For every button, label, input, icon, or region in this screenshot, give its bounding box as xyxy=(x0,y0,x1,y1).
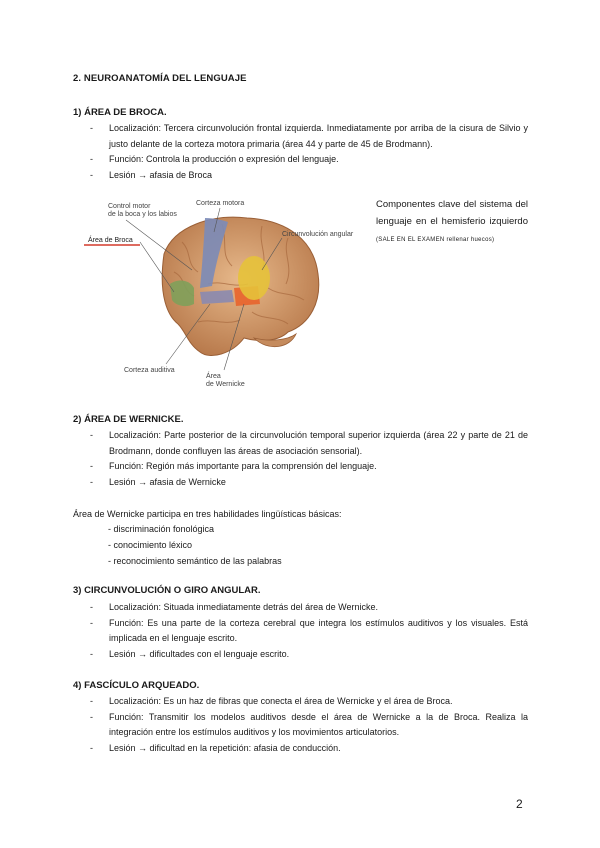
page-number: 2 xyxy=(516,797,523,811)
list-angular xyxy=(73,600,528,662)
list-item: - Lesión → dificultades con el lenguaje escrito. xyxy=(73,647,528,663)
list-item: - Lesión → dificultad en la repetición: afasia de conducción. xyxy=(73,741,528,757)
auditory-cortex-region xyxy=(200,290,234,304)
list-item: - Función: Controla la producción o expresión del lenguaje. xyxy=(73,152,528,168)
list-item: - Función: Transmitir los modelos auditivos desde el área de Wernicke a la de Broca. Realiza la integración entre los estímulos auditivos y los movimientos articulatorios. xyxy=(73,710,528,741)
brain-illustration xyxy=(82,192,368,392)
list-item: - Función: Región más importante para la comprensión del lenguaje. xyxy=(73,459,528,475)
section-title-broca: 1) ÁREA DE BROCA. xyxy=(73,107,167,118)
list-item: - Lesión → afasia de Wernicke xyxy=(73,475,528,491)
brain-figure xyxy=(82,192,368,392)
label-corteza-motora: Corteza motora xyxy=(196,200,245,207)
wernicke-skills-list xyxy=(108,521,282,569)
label-circunvolucion-angular: Circunvolución angular xyxy=(282,231,354,238)
figure-caption xyxy=(376,196,528,249)
label-area-wernicke-2: de Wernicke xyxy=(206,381,245,388)
list-item: - Localización: Es un haz de fibras que conecta el área de Wernicke y el área de Broca. xyxy=(73,694,528,710)
label-control-motor-1: Control motor xyxy=(108,203,151,210)
list-item: - conocimiento léxico xyxy=(108,540,193,550)
list-item: - discriminación fonológica xyxy=(108,524,215,534)
page-heading: 2. NEUROANATOMÍA DEL LENGUAJE xyxy=(73,73,247,84)
list-item: - reconocimiento semántico de las palabras xyxy=(108,556,282,566)
label-control-motor-2: de la boca y los labios xyxy=(108,211,177,218)
list-item: - Lesión → afasia de Broca xyxy=(73,168,528,184)
caption-text: Componentes clave del sistema del lenguaje en el hemisferio izquierdo xyxy=(376,199,528,227)
label-corteza-auditiva: Corteza auditiva xyxy=(124,367,175,374)
list-item: - Localización: Situada inmediatamente detrás del área de Wernicke. xyxy=(73,600,528,616)
caption-note: (SALE EN EL EXAMEN rellenar huecos) xyxy=(376,237,495,243)
list-item: - Función: Es una parte de la corteza cerebral que integra los estímulos auditivos y los visuales. Está implicada en el lenguaje escrito. xyxy=(73,616,528,647)
section-title-wernicke: 2) ÁREA DE WERNICKE. xyxy=(73,414,184,425)
label-area-wernicke-1: Área xyxy=(206,373,221,380)
label-area-broca: Área de Broca xyxy=(88,237,133,244)
list-item: - Localización: Parte posterior de la circunvolución temporal superior izquierda (área 22 y parte de 21 de Brodmann, donde confluyen las áreas de asociación sensorial). xyxy=(73,428,528,459)
section-title-angular: 3) CIRCUNVOLUCIÓN O GIRO ANGULAR. xyxy=(73,585,261,596)
list-wernicke xyxy=(73,428,528,490)
wernicke-paragraph: Área de Wernicke participa en tres habilidades lingüísticas básicas: xyxy=(73,509,342,519)
list-item: - Localización: Tercera circunvolución frontal izquierda. Inmediatamente por arriba de la cisura de Silvio y justo delante de la corteza motora primaria (área 44 y parte de 45 de Brodmann). xyxy=(73,121,528,152)
angular-gyrus-region xyxy=(238,256,270,300)
list-broca xyxy=(73,121,528,183)
list-arqueado xyxy=(73,694,528,756)
section-title-arqueado: 4) FASCÍCULO ARQUEADO. xyxy=(73,680,200,691)
